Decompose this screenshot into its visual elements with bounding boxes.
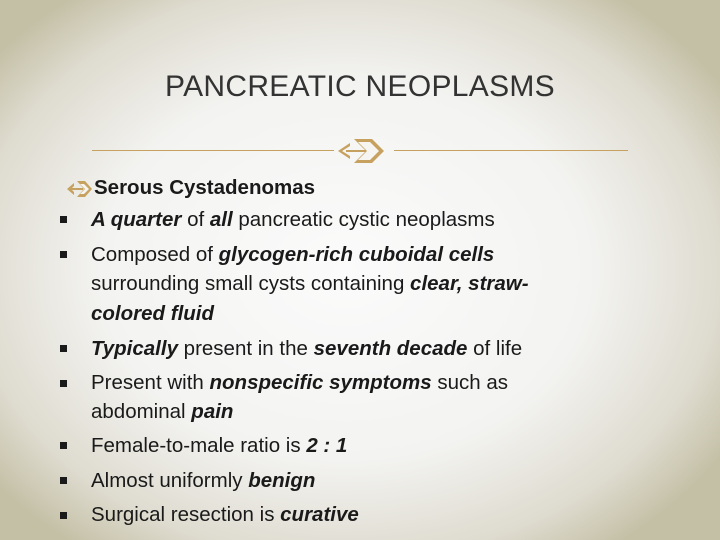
square-bullet-icon [60,380,67,387]
bullet-6: Almost uniformly benign [91,469,316,492]
bullet-2: Composed of glycogen-rich cuboidal cells [91,243,495,266]
bullet-2-line-2: surrounding small cysts containing clear, straw- [91,272,529,295]
bullet-1: A quarter of all pancreatic cystic neoplasms [91,208,495,231]
square-bullet-icon [60,477,67,484]
square-bullet-icon [60,216,67,223]
square-bullet-icon [60,251,67,258]
bullet-4-line-2: abdominal pain [91,400,234,423]
section-heading: Serous Cystadenomas [94,176,316,199]
square-bullet-icon [60,345,67,352]
double-arrow-icon [66,178,94,200]
slide-title: PANCREATIC NEOPLASMS [165,70,555,103]
bullet-2-line-3: colored fluid [91,302,214,325]
bullet-5: Female-to-male ratio is 2 : 1 [91,434,348,457]
bullet-4: Present with nonspecific symptoms such as [91,371,508,394]
bullet-3: Typically present in the seventh decade of life [91,337,523,360]
bullet-7: Surgical resection is curative [91,503,359,526]
square-bullet-icon [60,442,67,449]
square-bullet-icon [60,512,67,519]
